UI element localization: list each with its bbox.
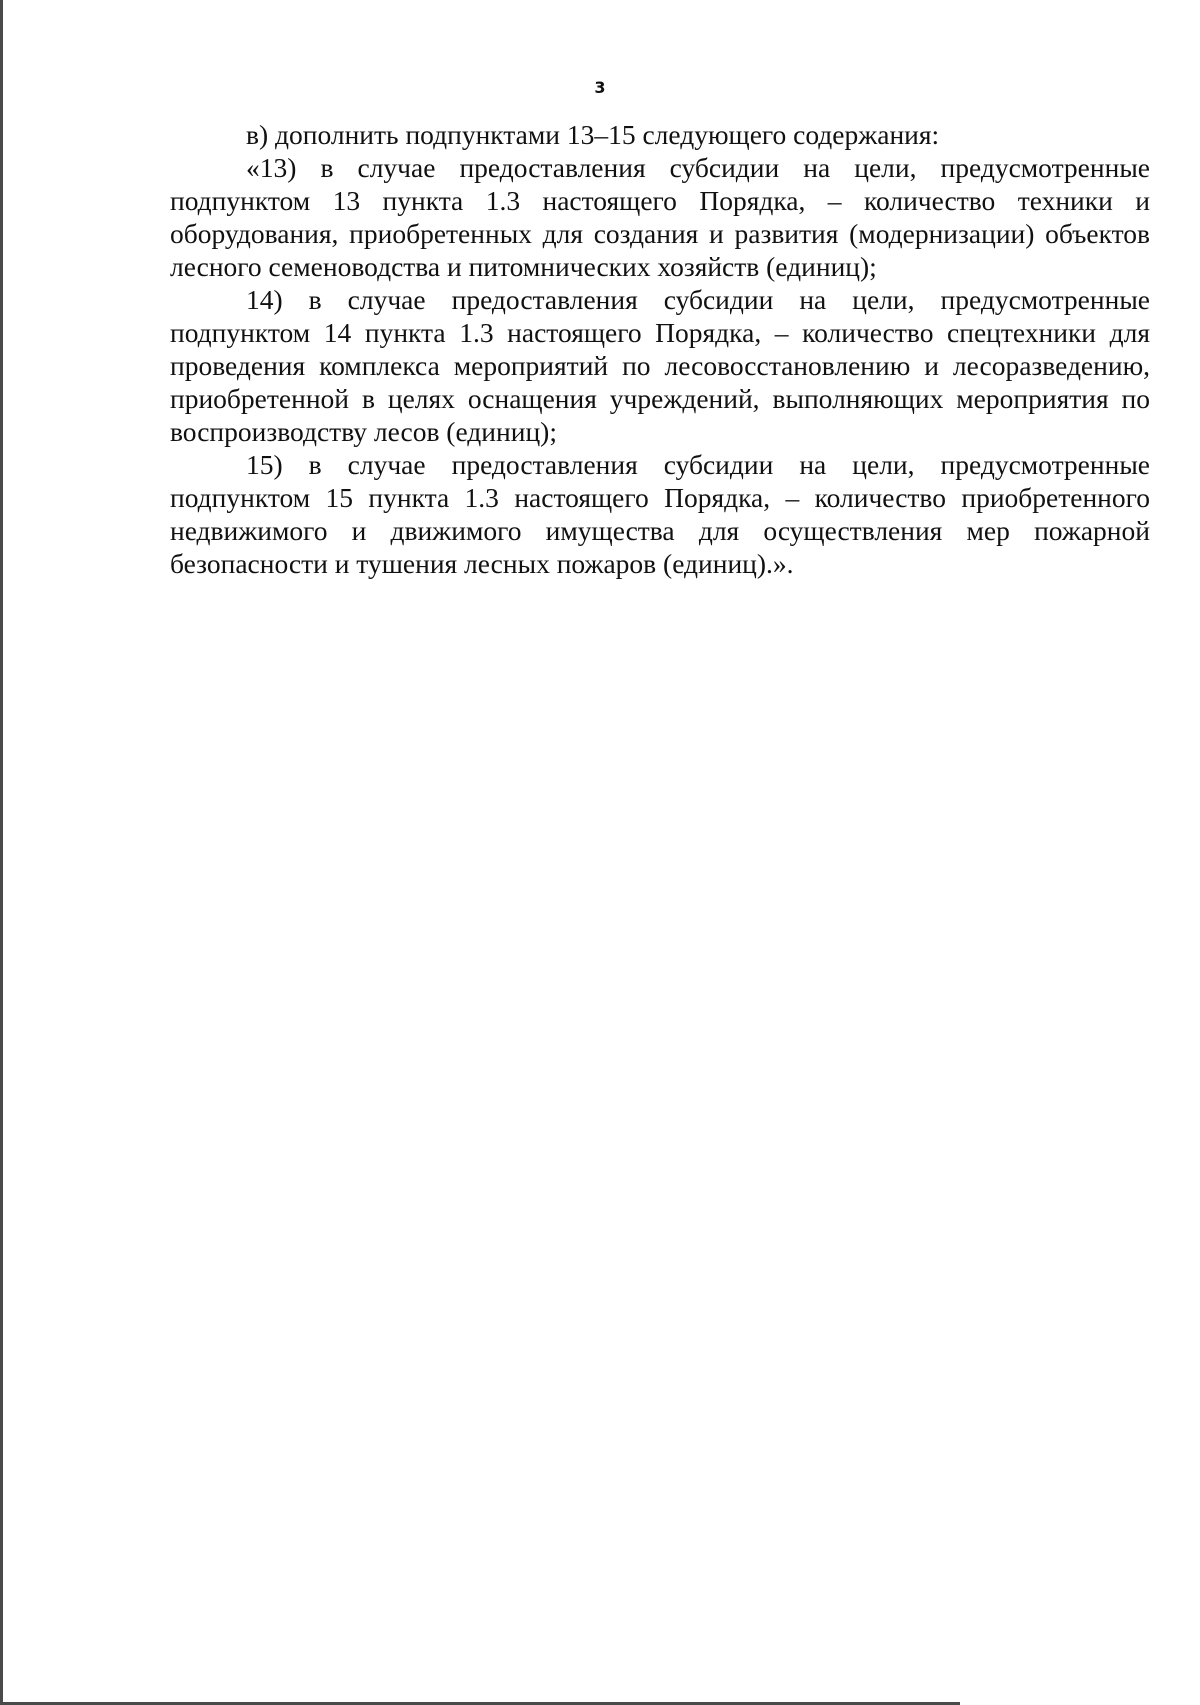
page-number: 3 [594,78,606,97]
paragraph-intro: в) дополнить подпунктами 13–15 следующего содержания: [246,119,940,150]
scan-edge-left [0,0,3,1705]
paragraph-item-15: 15) в случае предоставления субсидии на цели, предусмотренные подпунктом 15 пункта 1.3 настоящего Порядка, – количество приобретенного недвижимого и движимого имущества для осуществления мер пожарной безопасности и тушения лесных пожаров (единиц).». [170,449,1150,579]
document-body [170,118,1150,580]
paragraph-item-13: «13) в случае предоставления субсидии на цели, предусмотренные подпунктом 13 пункта 1.3 настоящего Порядка, – количество техники и оборудования, приобретенных для создания и развития (модернизации) объектов лесного семеноводства и питомнических хозяйств (единиц); [170,152,1150,282]
paragraph-item-14: 14) в случае предоставления субсидии на цели, предусмотренные подпунктом 14 пункта 1.3 настоящего Порядка, – количество спецтехники для проведения комплекса мероприятий по лесовосстановлению и лесоразведению, приобретенной в целях оснащения учреждений, выполняющих мероприятия по воспроизводству лесов (единиц); [170,284,1150,447]
